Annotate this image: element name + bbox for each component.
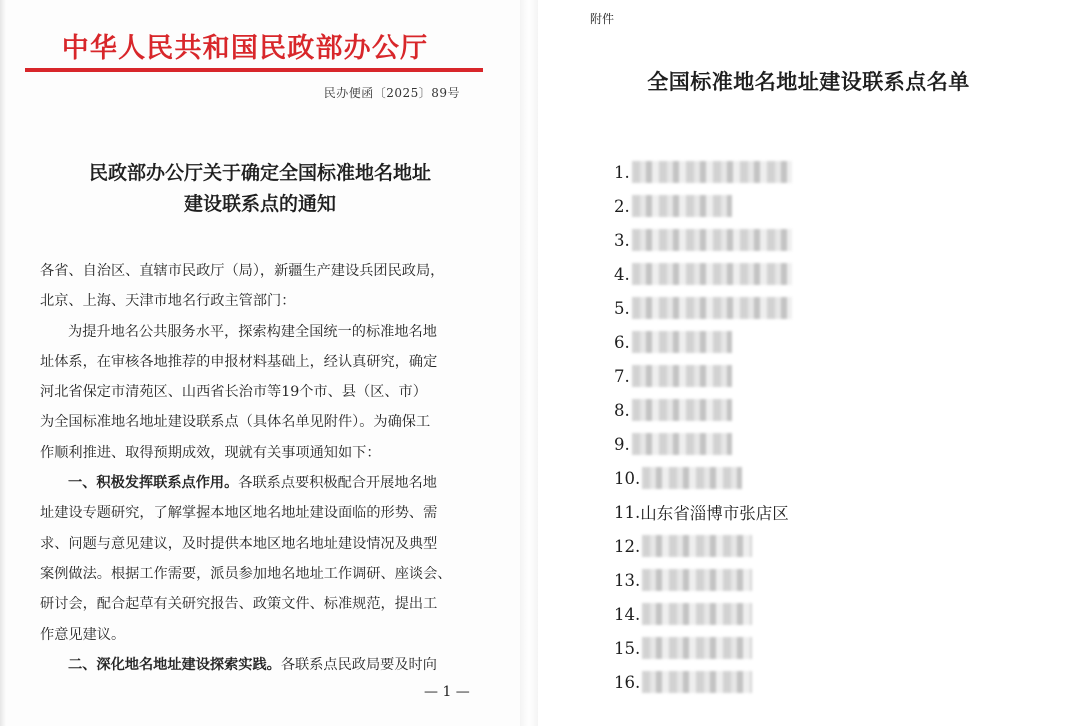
list-item-number: 11. xyxy=(614,502,641,522)
title-line: 建设联系点的通知 xyxy=(183,193,336,215)
list-item xyxy=(614,257,1054,291)
redacted-entry xyxy=(642,569,752,591)
page-gutter xyxy=(520,0,538,726)
redacted-entry xyxy=(642,535,752,557)
list-item-number: 14. xyxy=(614,604,641,624)
list-item-number: 1. xyxy=(614,162,630,182)
notice-page xyxy=(0,0,520,726)
list-item-number: 13. xyxy=(614,570,641,590)
redacted-entry xyxy=(632,331,732,353)
body-line: 址体系，在审核各地推荐的申报材料基础上，经认真研究，确定 xyxy=(40,353,438,370)
page-number: — 1 — xyxy=(424,684,470,700)
list-item xyxy=(614,291,1054,325)
body-line xyxy=(40,468,486,498)
title-line: 民政部办公厅关于确定全国标准地名地址 xyxy=(88,162,431,184)
red-divider-rule xyxy=(25,68,483,72)
attachment-label: 附件 xyxy=(590,12,615,26)
redacted-entry xyxy=(642,603,752,625)
list-item xyxy=(614,359,1054,393)
body-line: 研讨会，配合起草有关研究报告、政策文件、标准规范，提出工 xyxy=(40,596,438,613)
list-item-text: 山东省淄博市张店区 xyxy=(640,504,789,523)
office-header: 中华人民共和国民政部办公厅 xyxy=(61,33,429,64)
list-item-number: 7. xyxy=(614,366,630,386)
contact-point-list xyxy=(614,155,1054,699)
body-line: 河北省保定市清苑区、山西省长治市等19个市、县（区、市） xyxy=(40,384,427,401)
list-item xyxy=(614,189,1054,223)
redacted-entry xyxy=(632,399,732,421)
list-item xyxy=(614,461,1054,495)
list-item-number: 15. xyxy=(614,638,641,658)
body-line: 址建设专题研究，了解掌握本地区地名地址建设面临的形势、需 xyxy=(40,505,438,522)
list-item-number: 5. xyxy=(614,298,630,318)
body-line: 为提升地名公共服务水平，探索构建全国统一的标准地名地 xyxy=(68,323,437,340)
list-item xyxy=(614,325,1054,359)
redacted-entry xyxy=(632,297,792,319)
list-item-number: 3. xyxy=(614,230,630,250)
redacted-entry xyxy=(642,637,752,659)
redacted-entry xyxy=(642,467,742,489)
redacted-entry xyxy=(632,229,792,251)
list-item xyxy=(614,665,1054,699)
redacted-entry xyxy=(642,671,752,693)
body-line: 作顺利推进、取得预期成效，现就有关事项通知如下： xyxy=(40,444,381,461)
document-body xyxy=(40,256,486,680)
document-title xyxy=(40,158,480,220)
list-title: 全国标准地名地址建设联系点名单 xyxy=(647,69,970,94)
list-item xyxy=(614,223,1054,257)
page-edge-shadow xyxy=(0,0,6,726)
body-text: 各联系点要积极配合开展地名地 xyxy=(238,475,437,492)
list-item-number: 16. xyxy=(614,672,641,692)
body-line: 案例做法。根据工作需要，派员参加地名地址工作调研、座谈会、 xyxy=(40,565,452,582)
body-text: 各联系点民政局要及时向 xyxy=(280,656,437,673)
document-number: 民办便函〔2025〕89号 xyxy=(323,86,460,100)
redacted-entry xyxy=(632,195,732,217)
redacted-entry xyxy=(632,263,792,285)
list-item xyxy=(614,529,1054,563)
body-line: 求、问题与意见建议，及时提供本地区地名地址建设情况及典型 xyxy=(40,535,438,552)
list-item-number: 8. xyxy=(614,400,630,420)
redacted-entry xyxy=(632,365,732,387)
section-heading-1: 一、积极发挥联系点作用。 xyxy=(68,475,239,492)
list-item-number: 2. xyxy=(614,196,630,216)
list-item xyxy=(614,563,1054,597)
list-item-number: 10. xyxy=(614,468,641,488)
list-item xyxy=(614,155,1054,189)
body-line: 各省、自治区、直辖市民政厅（局），新疆生产建设兵团民政局， xyxy=(40,263,445,279)
list-item xyxy=(614,393,1054,427)
list-item-number: 6. xyxy=(614,332,630,352)
list-item-number: 4. xyxy=(614,264,630,284)
list-item xyxy=(614,495,1054,529)
list-item xyxy=(614,631,1054,665)
list-item xyxy=(614,597,1054,631)
body-line xyxy=(40,650,486,680)
body-line: 北京、上海、天津市地名行政主管部门： xyxy=(40,293,296,310)
section-heading-2: 二、深化地名地址建设探索实践。 xyxy=(68,656,281,673)
redacted-entry xyxy=(632,161,792,183)
list-item-number: 12. xyxy=(614,536,641,556)
body-line: 作意见建议。 xyxy=(40,626,126,643)
redacted-entry xyxy=(632,433,732,455)
list-item-number: 9. xyxy=(614,434,630,454)
body-line: 为全国标准地名地址建设联系点（具体名单见附件）。为确保工 xyxy=(40,414,431,431)
attachment-page xyxy=(538,0,1079,726)
list-item xyxy=(614,427,1054,461)
